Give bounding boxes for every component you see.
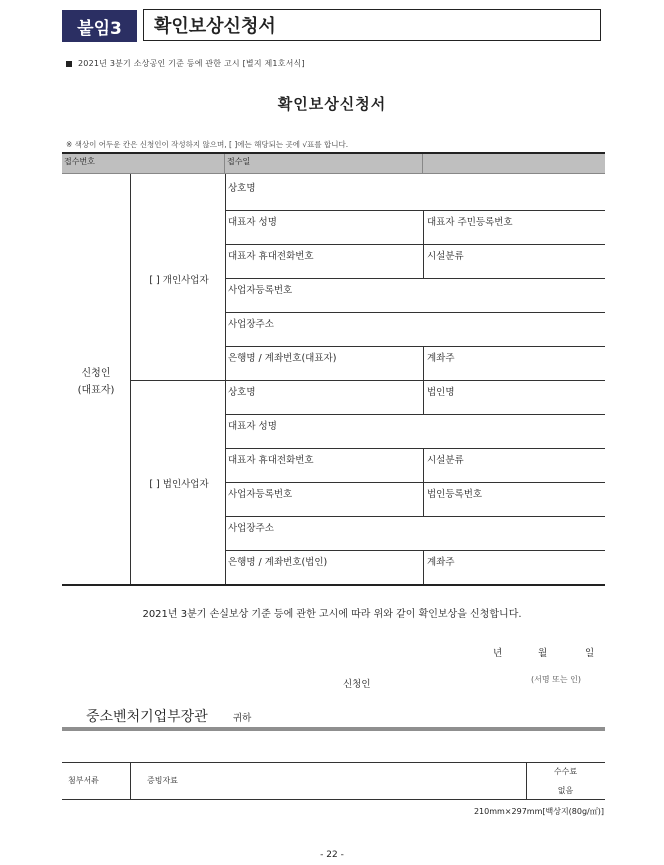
- divider: [225, 550, 605, 551]
- divider: [423, 210, 424, 244]
- divider: [423, 244, 424, 278]
- divider: [225, 482, 605, 483]
- page-number: - 22 -: [320, 850, 344, 860]
- field-biz-reg-no[interactable]: 사업자등록번호: [228, 285, 293, 296]
- receipt-row: [62, 152, 605, 174]
- field-corp-rep-phone[interactable]: 대표자 휴대전화번호: [228, 455, 314, 466]
- application-statement: 2021년 3분기 손실보상 기준 등에 관한 고시에 따라 위와 같이 확인보상을 신청합니다.: [142, 609, 522, 620]
- applicant-label: [62, 365, 130, 399]
- receipt-date-label: 접수일: [225, 154, 423, 173]
- field-corp-business-name[interactable]: 상호명: [228, 387, 256, 398]
- divider: [225, 516, 605, 517]
- attachments-documents: 증빙자료: [147, 776, 178, 785]
- individual-business-checkbox[interactable]: [ ] 개인사업자: [149, 275, 209, 286]
- field-address[interactable]: 사업장주소: [228, 319, 274, 330]
- divider: [225, 174, 226, 584]
- divider: [423, 482, 424, 516]
- divider: [225, 414, 605, 415]
- divider: [130, 763, 131, 799]
- field-business-name[interactable]: 상호명: [228, 183, 256, 194]
- divider: [423, 448, 424, 482]
- receipt-date-value: [423, 154, 605, 173]
- applicant-label-line2: (대표자): [77, 385, 115, 396]
- field-account-holder[interactable]: 계좌주: [427, 353, 455, 364]
- field-bank-account[interactable]: 은행명 / 계좌번호(대표자): [228, 353, 337, 364]
- divider: [225, 312, 605, 313]
- date-month-label: 월: [538, 648, 548, 659]
- divider: [423, 550, 424, 584]
- date-year-label: 년: [493, 648, 503, 659]
- divider: [225, 448, 605, 449]
- divider: [225, 210, 605, 211]
- receipt-number-label: 접수번호: [62, 154, 225, 173]
- form-reference-text: 2021년 3분기 소상공인 기준 등에 관한 고시 [별지 제1호서식]: [78, 59, 305, 68]
- separator-bar: [62, 727, 605, 731]
- field-corp-biz-reg-no[interactable]: 사업자등록번호: [228, 489, 293, 500]
- field-facility-class[interactable]: 시설분류: [427, 251, 464, 262]
- field-corp-name[interactable]: 법인명: [427, 387, 455, 398]
- date-day-label: 일: [585, 648, 595, 659]
- appendix-badge: 붙임3: [62, 10, 137, 42]
- attachments-table: [62, 762, 605, 800]
- divider: [225, 244, 605, 245]
- page-title: 확인보상신청서: [277, 95, 387, 113]
- form-reference: [66, 58, 305, 69]
- divider: [423, 380, 424, 414]
- field-corp-bank-account[interactable]: 은행명 / 계좌번호(법인): [228, 557, 328, 568]
- fee-label: 수수료: [553, 767, 578, 776]
- divider: [225, 346, 605, 347]
- applicant-label-line1: 신청인: [81, 368, 111, 379]
- fee-value: 없음: [557, 786, 574, 795]
- field-corp-reg-no[interactable]: 법인등록번호: [427, 489, 483, 500]
- signature-hint: (서명 또는 인): [531, 675, 581, 684]
- divider: [130, 174, 131, 584]
- field-corp-rep-name[interactable]: 대표자 성명: [228, 421, 277, 432]
- instruction-note: ※ 색상이 어두운 칸은 신청인이 작성하지 않으며, [ ]에는 해당되는 곳에 √표를 합니다.: [66, 140, 349, 149]
- recipient-name: 중소벤처기업부장관: [86, 709, 208, 725]
- divider: [130, 380, 605, 381]
- recipient-suffix: 귀하: [233, 713, 252, 724]
- divider: [225, 278, 605, 279]
- application-form-table: [62, 174, 605, 586]
- corporate-business-checkbox[interactable]: [ ] 법인사업자: [149, 479, 209, 490]
- field-corp-address[interactable]: 사업장주소: [228, 523, 274, 534]
- field-rep-name[interactable]: 대표자 성명: [228, 217, 277, 228]
- field-rep-id[interactable]: 대표자 주민등록번호: [427, 217, 513, 228]
- header-title: 확인보상신청서: [143, 9, 601, 41]
- signature-label: 신청인: [343, 679, 371, 690]
- field-corp-facility-class[interactable]: 시설분류: [427, 455, 464, 466]
- paper-size-note: 210mm×297mm[백상지(80g/㎡)]: [473, 807, 604, 816]
- divider: [423, 346, 424, 380]
- square-bullet-icon: [66, 61, 72, 67]
- field-corp-account-holder[interactable]: 계좌주: [427, 557, 455, 568]
- field-rep-phone[interactable]: 대표자 휴대전화번호: [228, 251, 314, 262]
- attachments-label: 첨부서류: [68, 776, 99, 785]
